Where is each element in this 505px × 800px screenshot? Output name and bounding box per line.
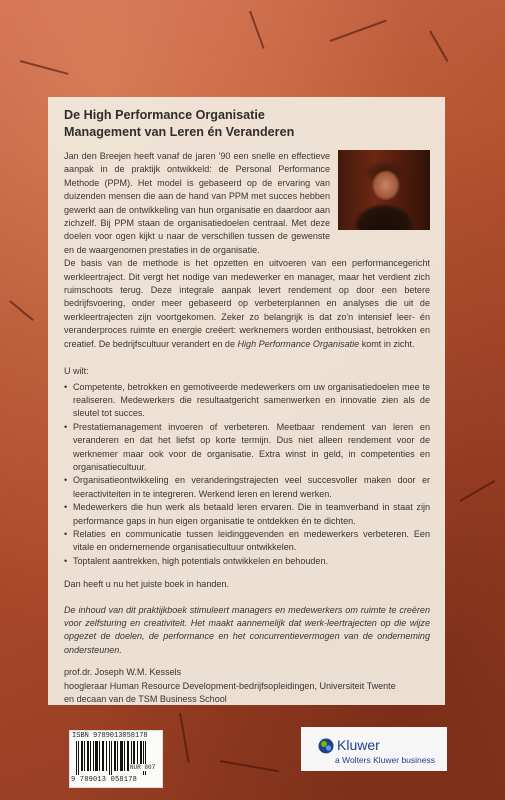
signature-role-2: en decaan van de TSM Business School [64,694,227,705]
list-item: • Competente, betrokken en gemotiveerde medewerkers om uw organisatiedoelen mee te realiseren. Medewerkers die resultaatgericht samenwerken en innovatie zien als de sleutel tot succes. [64,381,430,421]
list-item: • Relaties en communicatie tussen leidinggevenden en medewerkers verbeteren. Een vitale en ondernemende organisatiecultuur ontwikkelen. [64,528,430,555]
signature-role: hoogleraar Human Resource Development-bedrijfsopleidingen, Universiteit Twente [64,680,396,691]
intro-paragraph-2-italic: High Performance Organisatie [237,338,360,349]
intro-paragraph-2-text: De basis van de methode is het opzetten en uitvoeren van een performancegericht werkleertraject. Dit vergt het nodige van medewerker en manager, maar het verdient zich ruimschoots terug. Deze integrale aanpak levert rendement op door een betere bedrijfsvoering, onder meer gebaseerd op verbeterplannen en analyses die uit de werkleertrajecten zijn voortgekomen. Zeker zo belangrijk is dat zo'n intensief leer- én veranderproces ruimte en energie creëert: werknemers worden enthousiast, betrokken en creatief. De bedrijfscultuur verandert en de [64,258,430,349]
text-panel [48,97,445,705]
endorsement-quote: De inhoud van dit praktijkboek stimuleert managers en medewerkers om ruimte te creëren voor zelfsturing en creativiteit. Het maakt aannemelijk dat werk-leertrajecten op die wijze opgezet de doelen, de performance en het concurrentievermogen van de onderneming ondersteunen. [64,604,430,655]
rock-crack [460,480,496,502]
barcode-digits: 9 789013 058178 [71,776,138,784]
closing-line: Dan heeft u nu het juiste boek in handen. [64,579,229,590]
kluwer-globe-icon [318,738,334,754]
rock-crack [179,713,190,763]
list-item: • Prestatiemanagement invoeren of verbeteren. Meetbaar rendement van leren en veranderen en dat het liefst op korte termijn. Dus niet alleen rendement voor de werknemer maar ook voor de organisatie. Extra winst in geld, in competenties en organisatiecultuur. [64,421,430,475]
isbn-barcode [69,730,163,788]
nur-label: NUR 807 [130,764,156,771]
signature-block [64,666,430,706]
rock-crack [330,20,387,42]
intro-paragraph-1: Jan den Breejen heeft vanaf de jaren '90 een snelle en effectieve aanpak in de praktijk ontwikkeld: de Personal Performance Methode (PPM). Het model is gebaseerd op de ervaring van duizenden mensen die aan de hand van PPM met succes hebben gewerkt aan de ontwikkeling van hun organisatie en daardoor aan zichzelf. Bij PPM staan de organisatiedoelen centraal. Met deze doelen voor ogen kijkt u naar de verschillen tussen de gewenste en de waargenomen prestaties in de organisatie. [64,151,330,255]
benefit-list [64,381,430,569]
author-photo [338,150,430,230]
u-wilt-heading: U wilt: [64,366,89,377]
list-item: • Toptalent aantrekken, high potentials ontwikkelen en behouden. [64,555,430,568]
list-item: • Organisatieontwikkeling en veranderingstrajecten veel succesvoller maken door er leeractiviteiten in te integreren. Werkend leren en lerend werken. [64,474,430,501]
publisher-name: Kluwer [337,737,380,753]
rock-crack [20,60,69,75]
book-title-line1: De High Performance Organisatie [64,108,265,122]
rock-crack [249,11,265,49]
rock-crack [9,300,33,321]
list-item: • Medewerkers die hun werk als betaald leren ervaren. Die in teamverband in staat zijn performance gaps in hun eigen organisatie te ontdekken én te dichten. [64,501,430,528]
publisher-logo-box [301,727,447,771]
book-title-line2: Management van Leren én Veranderen [64,125,295,139]
intro-paragraph-2-end: komt in zicht. [359,338,415,349]
rock-crack [429,31,448,62]
intro-section [64,150,430,351]
isbn-label: ISBN 9789013058178 [72,732,148,740]
intro-paragraph-2 [64,257,430,351]
rock-crack [220,760,279,772]
signature-name: prof.dr. Joseph W.M. Kessels [64,667,182,678]
publisher-tagline: a Wolters Kluwer business [335,755,435,765]
